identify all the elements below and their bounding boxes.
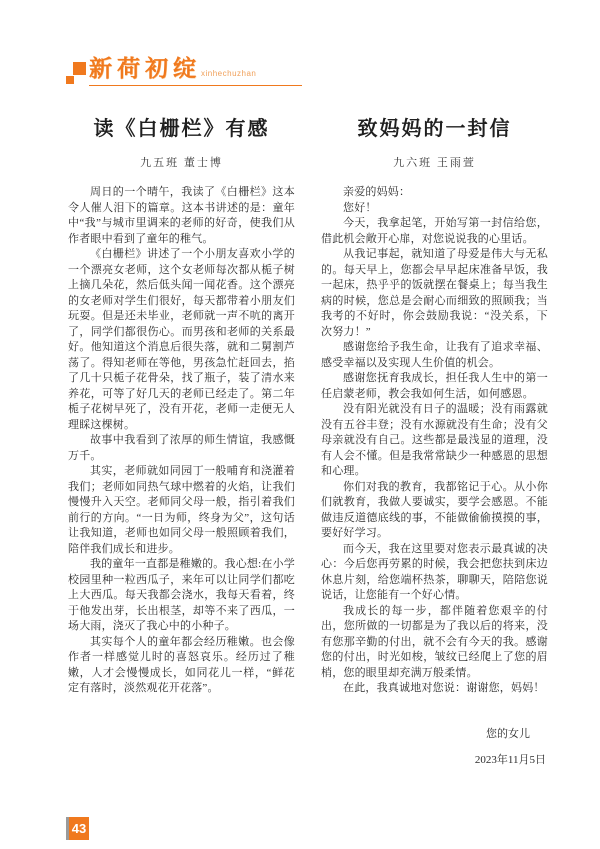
article-left-author: 九五班 董士博 [140,157,223,169]
letter-paragraphs [321,201,548,697]
letter-signature: 您的女儿 [486,727,530,740]
header-rule [89,50,302,86]
paragraph: 今天，我拿起笔，开始写第一封信给您，借此机会敞开心扉，对您说说我的心里话。 [321,217,548,245]
article-left [68,112,295,773]
page-header [66,50,302,86]
page-number: 43 [66,817,89,840]
paragraph: 从我记事起，就知道了母爱是伟大与无私的。每天早上，您都会早早起床准备早饭，我一起床，热乎乎的饭就摆在餐桌上；每当我生病的时候，您总是会耐心而细致的照顾我；当我考的不好时，你会鼓励我说：“没关系，下次努力！” [321,248,548,338]
paragraph: 我的童年一直都是稚嫩的。我心想:在小学校园里种一粒西瓜子，来年可以让同学们都吃上大西瓜。每天我都会浇水，我每天看着，终于他发出芽，长出根茎，却等不来了西瓜，一场大雨，浇灭了我心中的小种子。 [68,558,295,632]
logo-square-small [66,76,74,84]
paragraph: 其实每个人的童年都会经历稚嫩。也会像作者一样感觉儿时的喜怒哀乐。经历过了稚嫩，人才会慢慢成长，如同花儿一样，“鲜花定有落时，淡然观花开花落”。 [68,635,295,694]
article-right-author: 九六班 王雨萱 [393,157,476,169]
page-number-container [66,817,89,840]
paragraph: 您好！ [343,201,377,214]
article-right-body [321,185,548,697]
article-columns [68,112,548,773]
logo-squares-icon [66,62,86,86]
article-right-title: 致妈妈的一封信 [357,118,512,140]
paragraph: 《白栅栏》讲述了一个小朋友喜欢小学的一个漂亮女老师，这个女老师每次都从栀子树上摘几朵花，然后低头闻一闻花香。这个漂亮的女老师对学生们很好，每天都带着小朋友们玩耍。但是还未毕业，老师就一声不吭的离开了，同学们都很伤心。而男孩和老师的关系最好。他知道这个消息后很失落，就和二舅割芦荡了。得知老师在等他，男孩急忙赶回去，掐了几十只栀子花骨朵，找了瓶子，装了清水来养花，可等了好几天的老师已经走了。第二年栀子花树早死了，没有开花，老师一走便无人理睬这棵树。 [68,248,295,431]
paragraph: 周日的一个晴午，我读了《白栅栏》这本令人催人泪下的篇章。这本书讲述的是：童年中“我”与城市里调来的老师的好奇，使我们从作者眼中看到了童年的稚气。 [68,186,295,245]
article-right [321,112,548,773]
logo-square-large [73,62,86,75]
paragraph: 没有阳光就没有日子的温暖；没有雨露就没有五谷丰登；没有水源就没有生命；没有父母亲就没有自己。这些都是最浅显的道理，没有人会不懂。但是我常常缺少一种感恩的思想和心理。 [321,403,548,477]
section-logo-text: 新荷初绽 [89,56,201,81]
letter-date: 2023年11月5日 [474,753,546,766]
paragraph: 而今天，我在这里要对您表示最真诚的决心：今后您再劳累的时候，我会把您扶到床边休息片刻，给您端杯热茶，聊聊天，陪陪您说说话，让您能有一个好心情。 [321,542,548,601]
paragraph: 你们对我的教育，我都铭记于心。从小你们就教育，我做人要诚实，要学会感恩。不能做违反道德底线的事，不能做偷偷摸摸的事，要好好学习。 [321,480,548,539]
article-left-body [68,185,295,697]
paragraph: 我成长的每一步，都伴随着您艰辛的付出，您所做的一切都是为了我以后的将来，没有您那辛勤的付出，就不会有今天的我。感谢您的付出，时光如梭，皱纹已经爬上了您的眉梢，您的眼里却充满万般柔情。 [321,604,548,679]
paragraph: 在此，我真诚地对您说：谢谢您，妈妈！ [343,682,545,694]
letter-salutation: 亲爱的妈妈： [343,186,411,198]
paragraph: 感谢您给予我生命，让我有了追求幸福、感受幸福以及实现人生价值的机会。 [321,341,548,369]
paragraph: 其实，老师就如同园丁一般哺育和浇灌着我们；老师如同热气球中燃着的火焰，让我们慢慢升入天空。老师同父母一般，指引着我们前行的方向。“一日为师，终身为父”，这句话让我知道，老师也如同父母一般照顾着我们，陪伴我们成长和进步。 [68,465,295,555]
paragraph: 感谢您抚育我成长，担任我人生中的第一任启蒙老师，教会我如何生活，如何感恩。 [321,372,548,400]
letter-signature-block [321,721,548,773]
article-left-title: 读《白栅栏》有感 [93,118,270,140]
section-logo-pinyin: xinhechuzhan [201,69,257,78]
paragraph: 故事中我看到了浓厚的师生情谊，我感慨万千。 [68,434,295,462]
